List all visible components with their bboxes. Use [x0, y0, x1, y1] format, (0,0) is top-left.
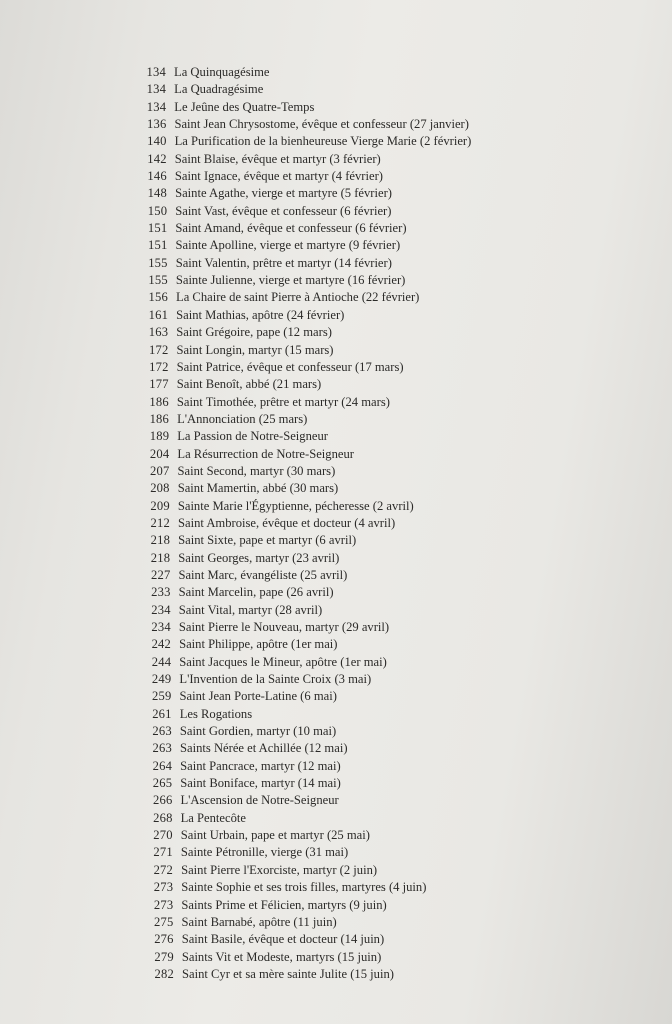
toc-page-number: 177 — [149, 377, 169, 392]
toc-row — [0, 844, 672, 861]
toc-row — [0, 827, 672, 844]
toc-page-number: 276 — [154, 932, 174, 947]
toc-row — [0, 428, 672, 445]
toc-row — [0, 879, 672, 896]
toc-page-number: 136 — [146, 117, 167, 132]
toc-page-number: 156 — [148, 290, 168, 305]
toc-entry-title: Saints Vit et Modeste, martyrs (15 juin) — [181, 949, 382, 964]
toc-page-number: 264 — [152, 758, 173, 773]
toc-entry-title: Sainte Agathe, vierge et martyre (5 février) — [175, 186, 392, 201]
toc-entry-title: Saint Amand, évêque et confesseur (6 février) — [175, 221, 407, 236]
toc-page-number: 266 — [152, 793, 173, 808]
toc-page-number: 282 — [154, 966, 174, 981]
toc-entry-title: Saint Boniface, martyr (14 mai) — [180, 776, 341, 791]
toc-row — [0, 810, 672, 827]
toc-page-number: 272 — [153, 862, 174, 877]
toc-page-number: 146 — [147, 169, 167, 184]
toc-row — [0, 220, 672, 237]
toc-row — [0, 411, 672, 428]
toc-page-number: 270 — [153, 828, 173, 843]
toc-page-number: 172 — [148, 342, 169, 357]
toc-row — [0, 480, 672, 497]
toc-page-number: 275 — [154, 914, 174, 929]
toc-row — [0, 116, 672, 133]
toc-entry-title: Saint Philippe, apôtre (1er mai) — [179, 637, 338, 652]
toc-entry-title: Saint Marcelin, pape (26 avril) — [178, 585, 334, 600]
toc-row — [0, 168, 672, 185]
toc-entry-title: Saint Patrice, évêque et confesseur (17 mars) — [176, 359, 404, 374]
toc-page-number: 218 — [150, 550, 171, 565]
toc-row — [0, 931, 672, 948]
toc-entry-title: La Quadragésime — [174, 82, 264, 97]
toc-page-number: 186 — [149, 394, 169, 409]
toc-row — [0, 185, 672, 202]
toc-entry-title: Saint Ambroise, évêque et docteur (4 avril) — [178, 515, 396, 530]
toc-entry-title: L'Annonciation (25 mars) — [177, 411, 308, 426]
toc-row — [0, 914, 672, 931]
toc-row — [0, 550, 672, 567]
toc-page-number: 207 — [150, 463, 170, 478]
toc-page-number: 163 — [148, 325, 169, 340]
toc-page-number: 279 — [154, 949, 174, 964]
toc-row — [0, 688, 672, 705]
toc-row — [0, 515, 672, 532]
toc-entry-title: Saint Mathias, apôtre (24 février) — [176, 307, 345, 322]
toc-entry-title: Saint Sixte, pape et martyr (6 avril) — [178, 533, 357, 548]
toc-row — [0, 342, 672, 359]
toc-entry-title: Saint Vital, martyr (28 avril) — [178, 602, 323, 617]
toc-page-number: 268 — [153, 810, 173, 825]
toc-row — [0, 966, 672, 983]
toc-page-number: 134 — [146, 65, 166, 79]
toc-row — [0, 203, 672, 220]
toc-row — [0, 706, 672, 723]
toc-page-number: 209 — [150, 498, 170, 513]
toc-page-number: 161 — [148, 307, 169, 322]
toc-row — [0, 567, 672, 584]
toc-entry-title: Les Rogations — [179, 706, 253, 721]
toc-entry-title: Saints Prime et Félicien, martyrs (9 juin) — [181, 897, 387, 912]
toc-page-number: 261 — [152, 706, 172, 721]
toc-page-number: 204 — [149, 446, 170, 461]
toc-page-number: 271 — [153, 845, 173, 860]
toc-row — [0, 619, 672, 636]
toc-row — [0, 446, 672, 463]
toc-row — [0, 602, 672, 619]
toc-entry-title: Saint Jean Chrysostome, évêque et confesseur (27 janvier) — [174, 117, 469, 132]
toc-entry-title: Sainte Julienne, vierge et martyre (16 février) — [175, 273, 406, 288]
toc-entry-title: Saint Urbain, pape et martyr (25 mai) — [180, 828, 370, 843]
toc-row — [0, 151, 672, 168]
toc-entry-title: Saint Grégoire, pape (12 mars) — [176, 325, 332, 340]
toc-page-number: 172 — [149, 359, 169, 374]
toc-row — [0, 758, 672, 775]
toc-row — [0, 64, 672, 81]
toc-entry-title: Saint Barnabé, apôtre (11 juin) — [181, 914, 337, 929]
toc-page-number: 186 — [149, 411, 170, 426]
toc-entry-title: La Passion de Notre-Seigneur — [177, 429, 328, 444]
toc-entry-title: Saint Cyr et sa mère sainte Julite (15 juin) — [182, 966, 394, 981]
toc-row — [0, 359, 672, 376]
toc-page-number: 142 — [147, 151, 167, 166]
toc-row — [0, 671, 672, 688]
toc-row — [0, 272, 672, 289]
toc-row — [0, 654, 672, 671]
table-of-contents — [0, 64, 672, 983]
toc-page-number: 155 — [148, 273, 168, 288]
toc-entry-title: Saint Mamertin, abbé (30 mars) — [177, 481, 339, 496]
toc-row — [0, 498, 672, 515]
toc-entry-title: Sainte Pétronille, vierge (31 mai) — [180, 845, 349, 860]
toc-entry-title: La Chaire de saint Pierre à Antioche (22 février) — [176, 290, 420, 305]
toc-page-number: 212 — [150, 515, 170, 530]
toc-page-number: 259 — [152, 689, 172, 704]
toc-entry-title: La Purification de la bienheureuse Vierge Marie (2 février) — [174, 134, 472, 149]
toc-entry-title: Saint Jean Porte-Latine (6 mai) — [179, 689, 337, 704]
toc-row — [0, 792, 672, 809]
toc-entry-title: Saint Georges, martyr (23 avril) — [178, 550, 340, 565]
toc-entry-title: Saint Jacques le Mineur, apôtre (1er mai) — [179, 654, 387, 669]
toc-row — [0, 949, 672, 966]
toc-entry-title: Saint Marc, évangéliste (25 avril) — [178, 567, 348, 582]
toc-entry-title: Saint Ignace, évêque et martyr (4 février) — [174, 169, 383, 184]
toc-page-number: 134 — [146, 82, 167, 97]
toc-page-number: 151 — [148, 238, 168, 253]
toc-entry-title: Saints Nérée et Achillée (12 mai) — [180, 741, 348, 756]
toc-page-number: 263 — [152, 741, 172, 756]
toc-entry-title: Saint Second, martyr (30 mars) — [177, 463, 336, 478]
toc-entry-title: L'Invention de la Sainte Croix (3 mai) — [179, 672, 372, 687]
toc-entry-title: Sainte Apolline, vierge et martyre (9 février) — [175, 238, 401, 253]
toc-row — [0, 775, 672, 792]
toc-row — [0, 723, 672, 740]
toc-page-number: 155 — [148, 255, 168, 270]
toc-entry-title: Saint Vast, évêque et confesseur (6 février) — [175, 203, 392, 218]
toc-page-number: 265 — [152, 776, 173, 791]
toc-row — [0, 376, 672, 393]
toc-row — [0, 636, 672, 653]
toc-entry-title: Saint Blaise, évêque et martyr (3 février) — [174, 151, 381, 166]
toc-entry-title: Saint Longin, martyr (15 mars) — [176, 342, 334, 357]
toc-page-number: 140 — [147, 134, 167, 149]
toc-page-number: 249 — [151, 672, 172, 687]
toc-page-number: 233 — [151, 585, 171, 600]
toc-row — [0, 532, 672, 549]
toc-row — [0, 289, 672, 306]
toc-entry-title: Saint Timothée, prêtre et martyr (24 mars) — [176, 394, 390, 409]
toc-entry-title: Saint Basile, évêque et docteur (14 juin) — [181, 932, 385, 947]
toc-row — [0, 99, 672, 116]
toc-entry-title: Le Jeûne des Quatre-Temps — [174, 99, 315, 114]
toc-entry-title: Sainte Marie l'Égyptienne, pécheresse (2 avril) — [177, 498, 414, 513]
toc-entry-title: La Pentecôte — [180, 810, 246, 825]
toc-page-number: 234 — [151, 620, 171, 634]
toc-page-number: 148 — [147, 186, 168, 201]
toc-row — [0, 307, 672, 324]
toc-entry-title: Saint Pancrace, martyr (12 mai) — [180, 758, 341, 773]
toc-entry-title: Saint Gordien, martyr (10 mai) — [179, 724, 337, 739]
toc-entry-title: La Quinquagésime — [174, 65, 270, 79]
toc-page-number: 151 — [147, 221, 168, 236]
toc-page-number: 150 — [147, 203, 168, 218]
toc-entry-title: La Résurrection de Notre-Seigneur — [177, 446, 354, 461]
toc-page-number: 263 — [152, 724, 172, 739]
toc-page-number: 273 — [153, 897, 174, 912]
toc-row — [0, 463, 672, 480]
toc-page-number: 242 — [151, 637, 172, 652]
toc-page-number: 273 — [153, 880, 174, 895]
toc-entry-title: Saint Pierre le Nouveau, martyr (29 avril) — [178, 620, 390, 634]
toc-entry-title: Saint Valentin, prêtre et martyr (14 février) — [175, 255, 392, 270]
toc-page-number: 234 — [151, 602, 171, 617]
toc-entry-title: Sainte Sophie et ses trois filles, martyres (4 juin) — [181, 880, 427, 895]
toc-row — [0, 237, 672, 254]
toc-page-number: 134 — [146, 99, 167, 114]
toc-row — [0, 740, 672, 757]
toc-row — [0, 862, 672, 879]
toc-page-number: 227 — [150, 567, 171, 582]
toc-page-number: 189 — [149, 429, 170, 444]
toc-row — [0, 897, 672, 914]
toc-page-number: 208 — [150, 481, 170, 496]
toc-entry-title: Saint Benoît, abbé (21 mars) — [176, 377, 322, 392]
toc-row — [0, 394, 672, 411]
toc-entry-title: L'Ascension de Notre-Seigneur — [180, 793, 339, 808]
toc-row — [0, 324, 672, 341]
toc-page-number: 218 — [150, 533, 171, 548]
toc-entry-title: Saint Pierre l'Exorciste, martyr (2 juin) — [181, 862, 378, 877]
toc-row — [0, 133, 672, 150]
toc-row — [0, 584, 672, 601]
toc-page-number: 244 — [151, 654, 172, 669]
toc-row — [0, 255, 672, 272]
toc-row — [0, 81, 672, 98]
